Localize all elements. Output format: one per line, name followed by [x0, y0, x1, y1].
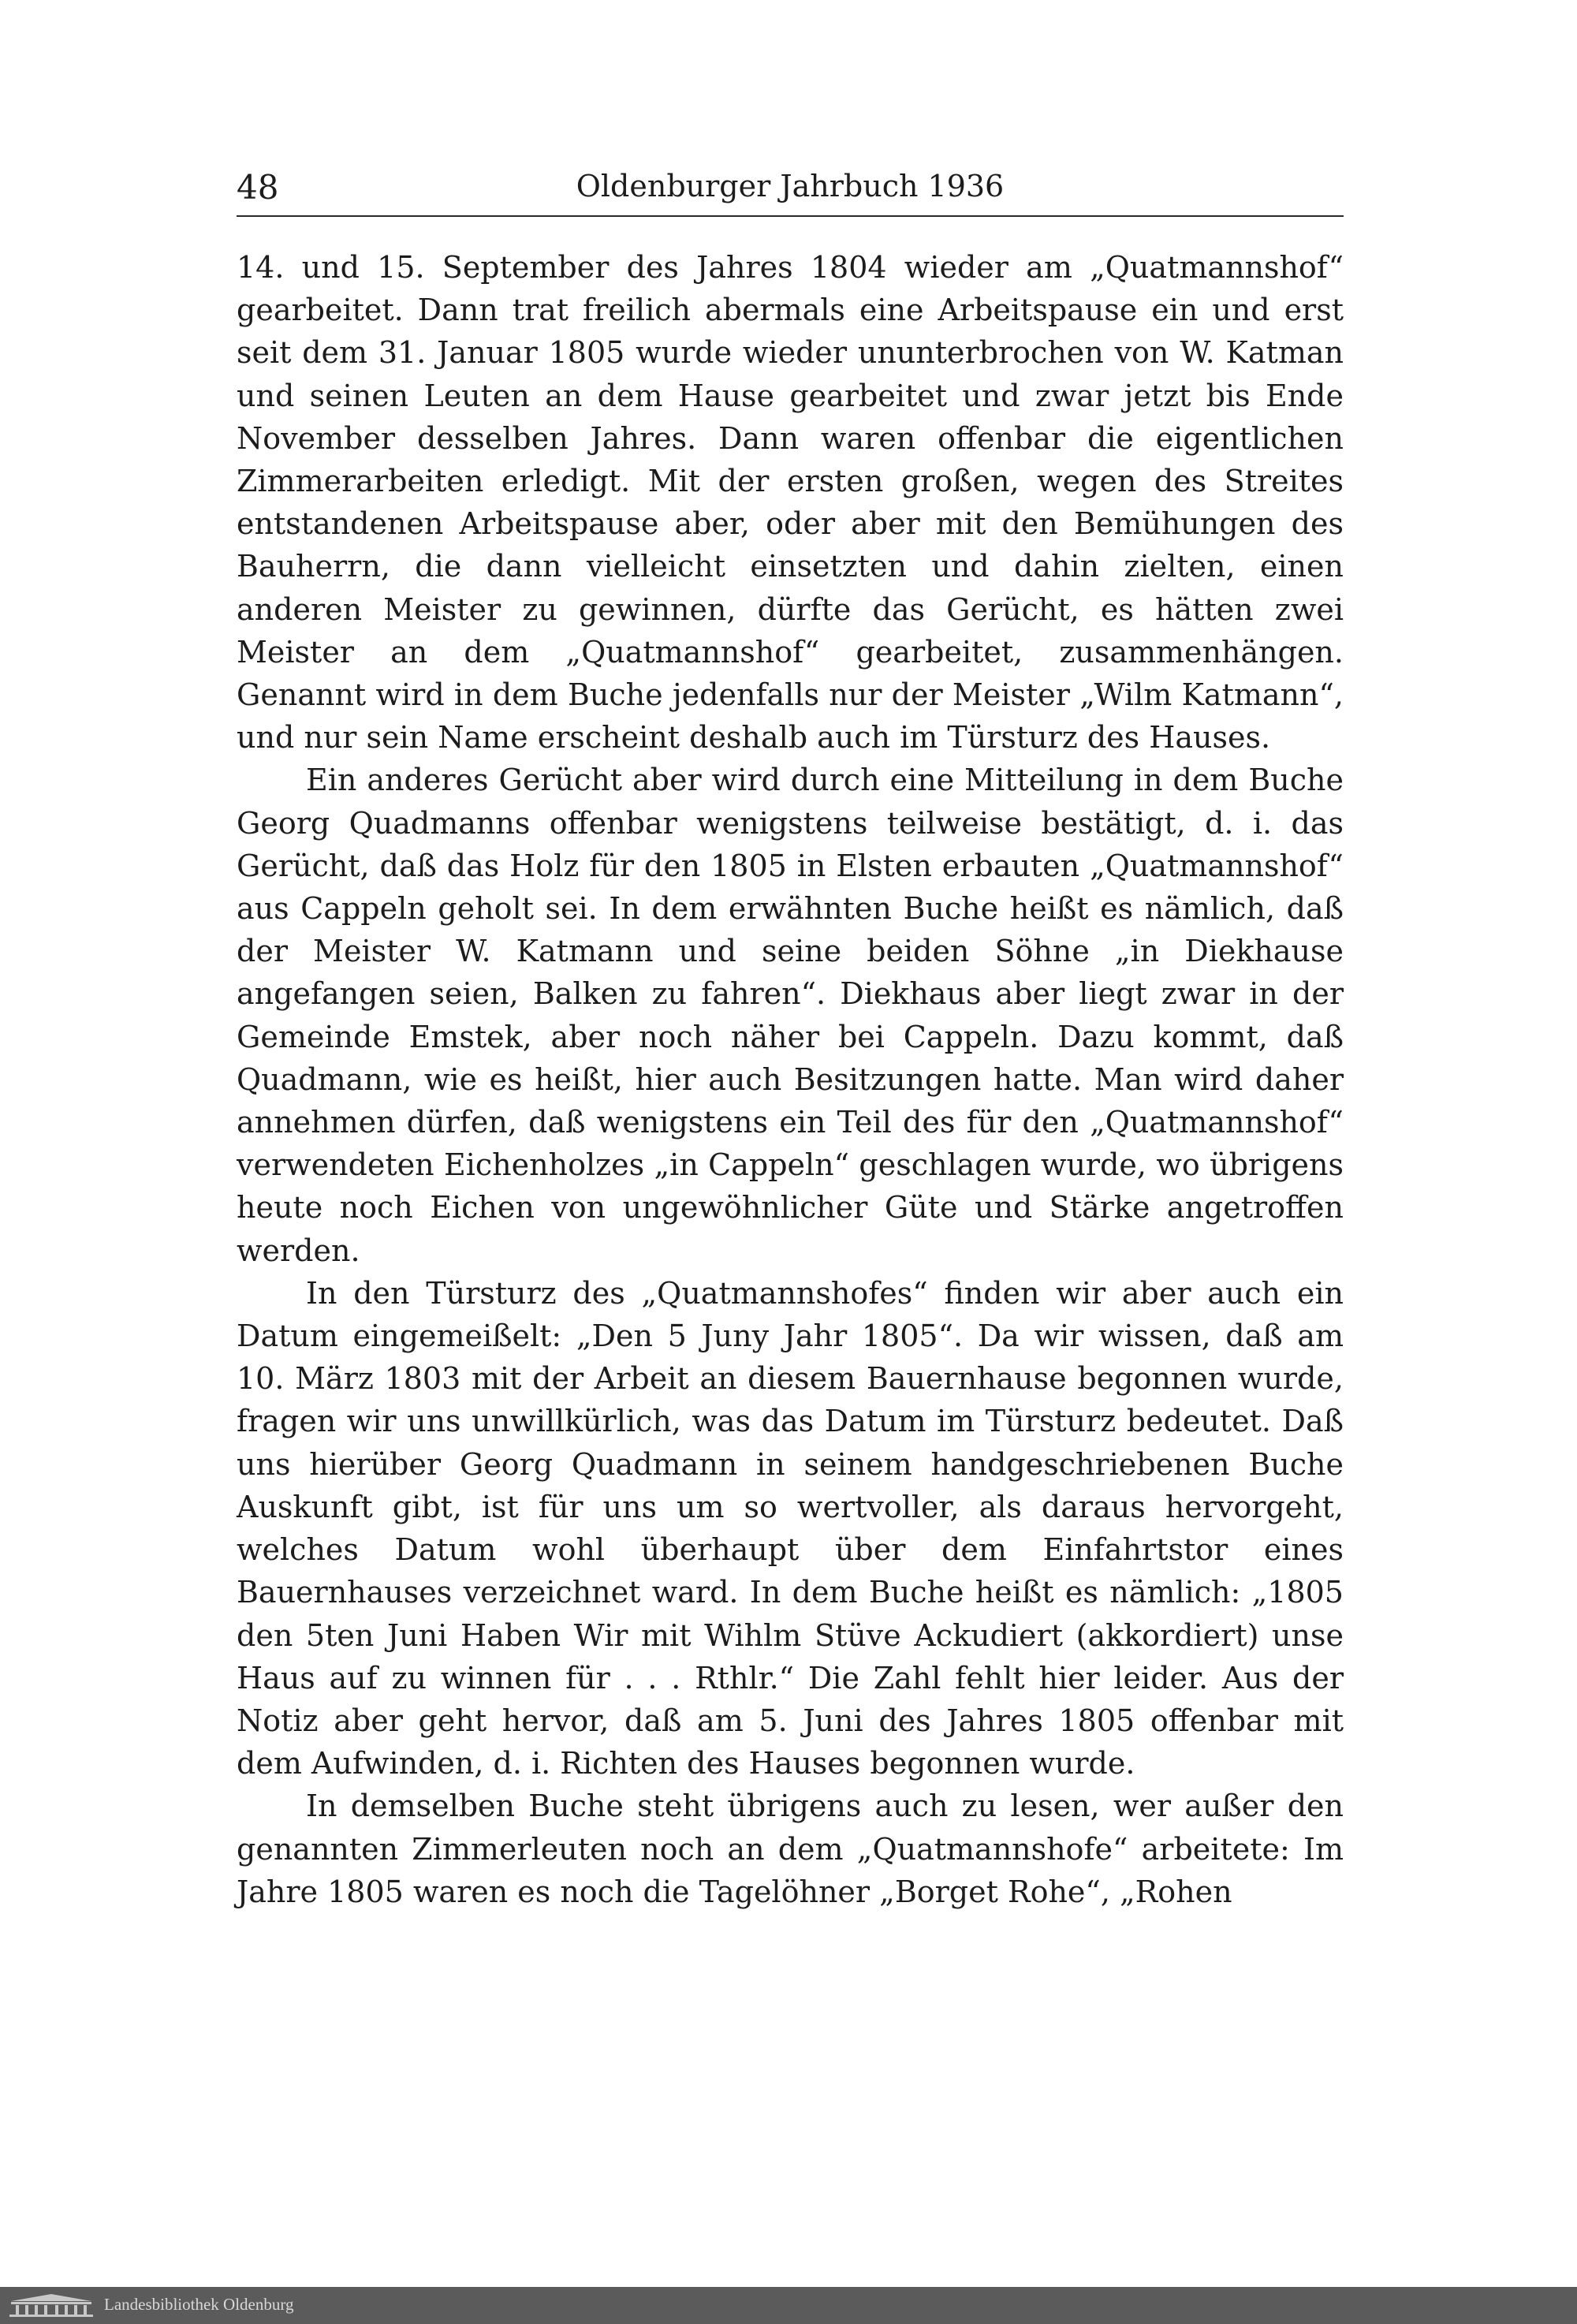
- paragraph: 14. und 15. September des Jahres 1804 wieder am „Quatmannshof“ gearbeitet. Dann trat freilich abermals eine Arbeitspause ein und erst seit dem 31. Januar 1805 wurde wieder ununterbrochen von W. Katman und seinen Leuten an dem Hause gearbeitet und zwar jetzt bis Ende November desselben Jahres. Dann waren offenbar die eigentlichen Zimmerarbeiten erledigt. Mit der ersten großen, wegen des Streites entstandenen Arbeitspause aber, oder aber mit den Bemühungen des Bauherrn, die dann vielleicht einsetzten und dahin zielten, einen anderen Meister zu gewinnen, dürfte das Gerücht, es hätten zwei Meister an dem „Quatmannshof“ gearbeitet, zusammenhängen. Genannt wird in dem Buche jedenfalls nur der Meister „Wilm Katmann“, und nur sein Name erscheint deshalb auch im Türsturz des Hauses.: [237, 250, 1344, 755]
- page-header: [237, 162, 1344, 217]
- header-rule: [237, 215, 1344, 217]
- paragraph: Ein anderes Gerücht aber wird durch eine Mitteilung in dem Buche Georg Quadmanns offenbar wenigstens teilweise bestätigt, d. i. das Gerücht, daß das Holz für den 1805 in Elsten erbauten „Quatmannshof“ aus Cappeln geholt sei. In dem erwähnten Buche heißt es nämlich, daß der Meister W. Katmann und seine beiden Söhne „in Diekhause angefangen seien, Balken zu fahren“. Diekhaus aber liegt zwar in der Gemeinde Emstek, aber noch näher bei Cappeln. Dazu kommt, daß Quadmann, wie es heißt, hier auch Besitzungen hatte. Man wird daher annehmen dürfen, daß wenigstens ein Teil des für den „Quatmannshof“ verwendeten Eichenholzes „in Cappeln“ geschlagen wurde, wo übrigens heute noch Eichen von ungewöhnlicher Güte und Stärke angetroffen werden.: [237, 763, 1344, 1268]
- body-text: [237, 246, 1344, 1913]
- page-number: 48: [237, 168, 279, 207]
- paragraph: In demselben Buche steht übrigens auch zu lesen, wer außer den genannten Zimmerleuten noch an dem „Quatmannshofe“ arbeitete: Im Jahre 1805 waren es noch die Tagelöhner „Borget Rohe“, „Rohen: [237, 1789, 1344, 1909]
- library-name: Landesbibliothek Oldenburg: [104, 2295, 294, 2314]
- library-footer-bar: [0, 2287, 1577, 2324]
- running-title: Oldenburger Jahrbuch 1936: [576, 169, 1005, 203]
- paragraph: In den Türsturz des „Quatmannshofes“ finden wir aber auch ein Datum eingemeißelt: „Den 5 Juny Jahr 1805“. Da wir wissen, daß am 10. März 1803 mit der Arbeit an diesem Bauernhause begonnen wurde, fragen wir uns unwillkürlich, was das Datum im Türsturz bedeutet. Daß uns hierüber Georg Quadmann in seinem handgeschriebenen Buche Auskunft gibt, ist für uns um so wertvoller, als daraus hervorgeht, welches Datum wohl überhaupt über dem Einfahrtstor eines Bauernhauses verzeichnet ward. In dem Buche heißt es nämlich: „1805 den 5ten Juni Haben Wir mit Wihlm Stüve Ackudiert (akkordiert) unse Haus auf zu winnen für . . . Rthlr.“ Die Zahl fehlt hier leider. Aus der Notiz aber geht hervor, daß am 5. Juni des Jahres 1805 offenbar mit dem Aufwinden, d. i. Richten des Hauses begonnen wurde.: [237, 1275, 1344, 1781]
- library-building-icon: [8, 2293, 95, 2318]
